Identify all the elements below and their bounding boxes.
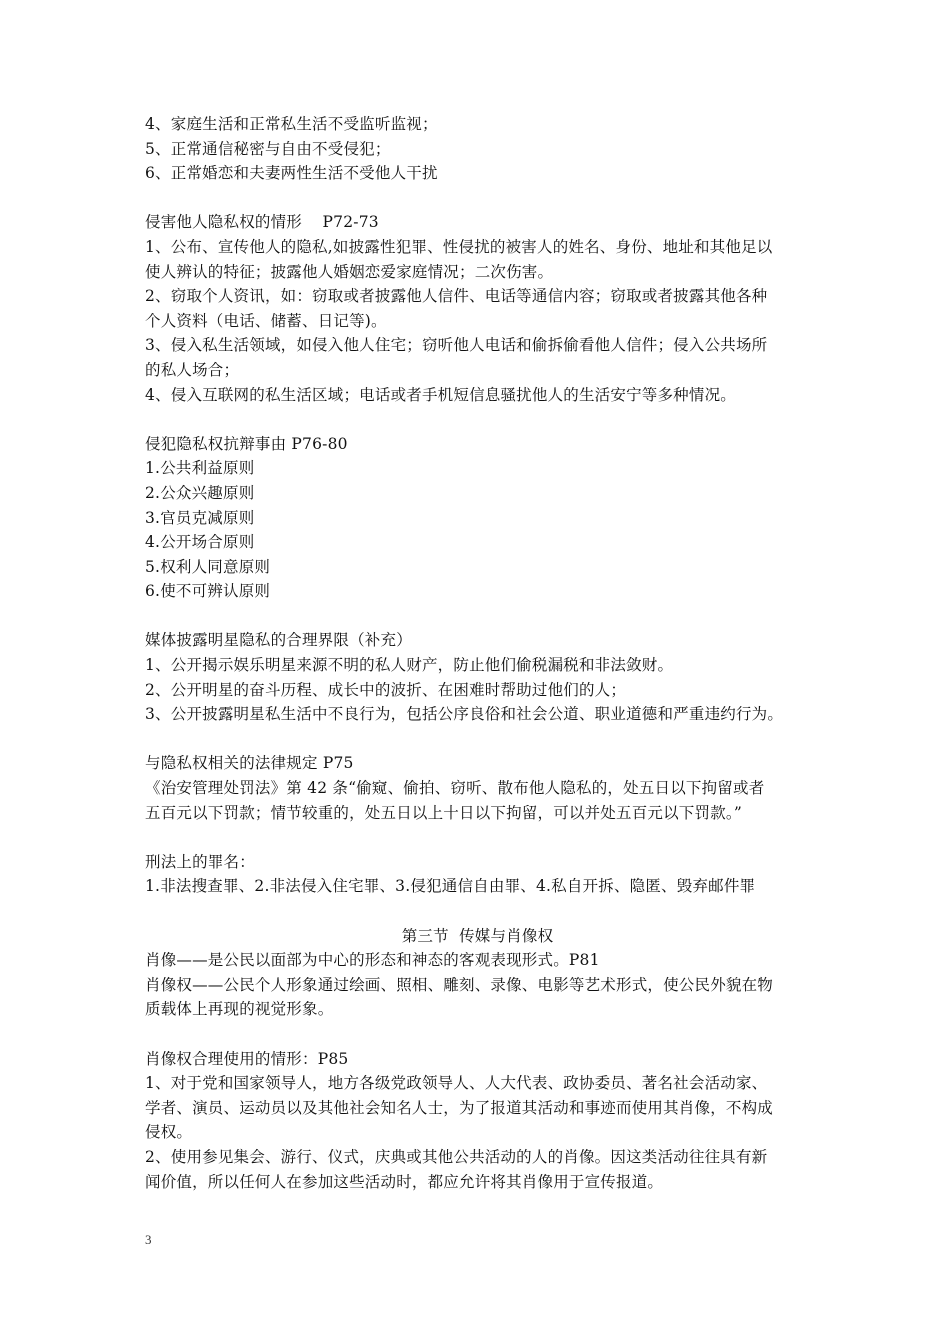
paragraph-line: 个人资料（电话、储蓄、日记等)。 [145,311,387,330]
portrait-use-section [145,1047,810,1195]
paragraph-line: 学者、演员、运动员以及其他社会知名人士，为了报道其活动和事迹而使用其肖像，不构成 [145,1098,774,1117]
section-title: 媒体披露明星隐私的合理界限（补充） [145,631,412,650]
paragraph-line: 2、窃取个人资讯，如：窃取或者披露他人信件、电话等通信内容；窃取或者披露其他各种 [145,287,768,306]
intro-list [145,112,810,186]
paragraph-line: 2、公开明星的奋斗历程、成长中的波折、在困难时帮助过他们的人； [145,680,627,699]
section-title: 侵犯隐私权抗辩事由 P76-80 [145,434,348,453]
list-item: 3.官员克减原则 [145,508,255,527]
list-item: 6.使不可辨认原则 [145,582,271,601]
paragraph-line: 的私人场合； [145,360,240,379]
section-title: 刑法上的罪名： [145,852,255,871]
section-title: 与隐私权相关的法律规定 P75 [145,754,354,773]
list-item: 4.公开场合原则 [145,533,255,552]
list-item: 5.权利人同意原则 [145,557,271,576]
paragraph-line: 1.非法搜查罪、2.非法侵入住宅罪、3.侵犯通信自由罪、4.私自开拆、隐匿、毁弃邮件罪 [145,877,756,896]
paragraph-line: 五百元以下罚款；情节较重的，处五日以上十日以下拘留，可以并处五百元以下罚款。” [145,803,742,822]
paragraph-line: 1、公布、宣传他人的隐私,如披露性犯罪、性侵扰的被害人的姓名、身份、地址和其他足以 [145,237,773,256]
paragraph-line: 3、公开披露明星私生活中不良行为，包括公序良俗和社会公道、职业道德和严重违约行为。 [145,705,784,724]
section-heading: 第三节 传媒与肖像权 [401,926,554,945]
celebrity-section [145,628,810,726]
list-item: 1.公共利益原则 [145,459,255,478]
list-item: 4、家庭生活和正常私生活不受监听监视； [145,115,438,133]
paragraph-line: 使人辨认的特征；披露他人婚姻恋爱家庭情况；二次伤害。 [145,262,554,281]
paragraph-line: 质载体上再现的视觉形象。 [145,1000,334,1019]
section-title: 肖像权合理使用的情形：P85 [145,1049,349,1068]
paragraph-line: 《治安管理处罚法》第 42 条“偷窥、偷拍、窃听、散布他人隐私的，处五日以下拘留或者 [145,779,765,798]
list-item: 6、正常婚恋和夫妻两性生活不受他人干扰 [145,164,438,183]
paragraph-line: 1、对于党和国家领导人，地方各级党政领导人、人大代表、政协委员、著名社会活动家、 [145,1074,768,1093]
paragraph-line: 肖像——是公民以面部为中心的形态和神态的客观表现形式。P81 [145,951,600,970]
criminal-section [145,850,810,899]
paragraph-line: 2、使用参见集会、游行、仪式，庆典或其他公共活动的人的肖像。因这类活动往往具有新 [145,1147,768,1166]
paragraph-line: 肖像权——公民个人形象通过绘画、照相、雕刻、录像、电影等艺术形式，使公民外貌在物 [145,975,774,994]
page-number: 3 [145,1232,152,1247]
defenses-section [145,432,810,604]
list-item: 2.公众兴趣原则 [145,483,255,502]
list-item: 5、正常通信秘密与自由不受侵犯； [145,139,391,158]
laws-section [145,751,810,825]
paragraph-line: 3、侵入私生活领域，如侵入他人住宅；窃听他人电话和偷拆偷看他人信件；侵入公共场所 [145,336,768,355]
paragraph-line: 4、侵入互联网的私生活区域；电话或者手机短信息骚扰他人的生活安宁等多种情况。 [145,385,736,404]
section-title: 侵害他人隐私权的情形 P72-73 [145,213,379,232]
infringement-section [145,210,810,407]
page-content [145,112,810,1194]
paragraph-line: 1、公开揭示娱乐明星来源不明的私人财产，防止他们偷税漏税和非法敛财。 [145,656,674,675]
paragraph-line: 侵权。 [145,1123,193,1142]
section-3 [145,924,810,1022]
paragraph-line: 闻价值，所以任何人在参加这些活动时，都应允许将其肖像用于宣传报道。 [145,1172,664,1191]
